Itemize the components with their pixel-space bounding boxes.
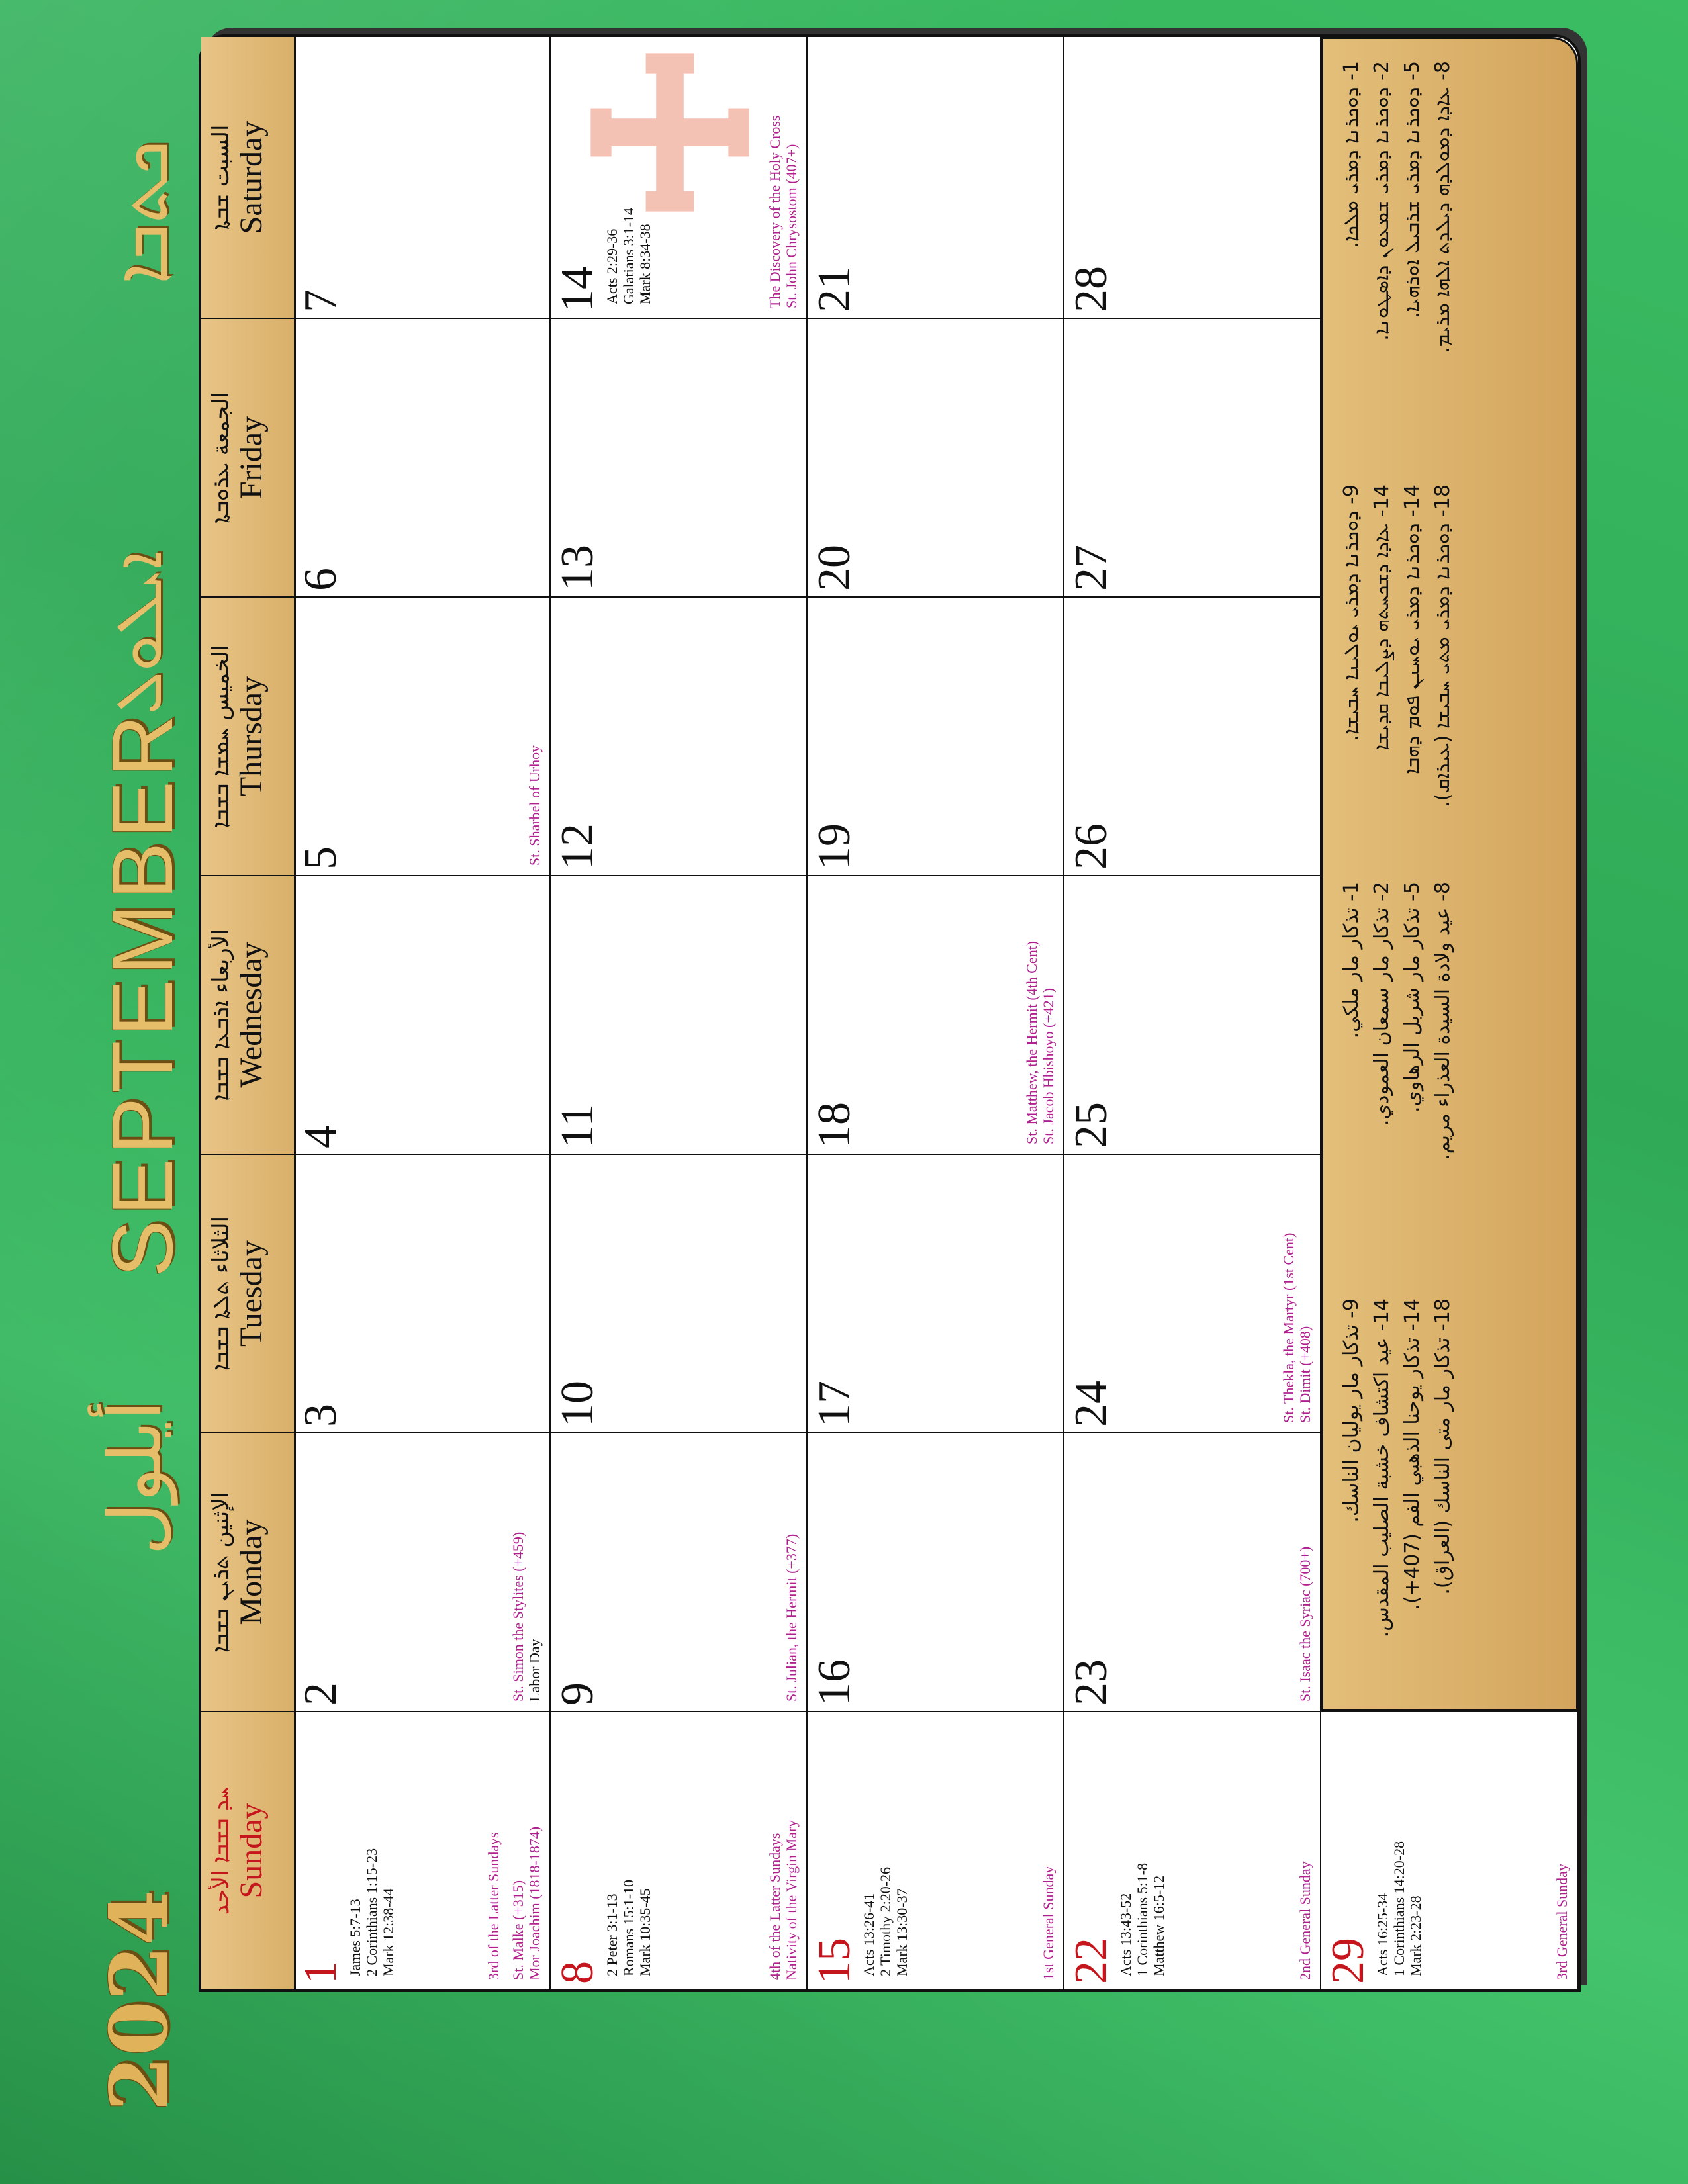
day-number: 20 — [809, 545, 860, 591]
holiday-line: Labor Day — [526, 1639, 543, 1702]
day-cell — [1064, 318, 1321, 596]
day-number: 4 — [295, 1125, 346, 1148]
weekday-english-label: Tuesday — [234, 1240, 269, 1347]
day-number: 15 — [809, 1938, 860, 1984]
feast-line: St. Jacob Hbishoyo (+421) — [1040, 987, 1056, 1144]
day-cell — [551, 318, 808, 596]
month-title: SEPTEMBER — [94, 711, 191, 1277]
note-line: 8- عيد ولادة السيدة العذراء مريم. — [1431, 882, 1454, 1160]
day-cell — [808, 596, 1064, 875]
day-number: 16 — [809, 1659, 860, 1706]
feast-line: St. Sharbel of Urhoy — [526, 745, 543, 866]
reading-line: 2 Corinthians 1:15-23 — [363, 1848, 380, 1976]
saint-line: Mor Joachim (1818-1874) — [526, 1826, 543, 1980]
note-line: 14- ܕܘܟܪܢܐ ܕܡܪܝ ܝܘܚܢܢ ܦܘܡ ܕܗܒܐ — [1401, 484, 1424, 774]
feast-notes — [767, 1820, 800, 1980]
feast-line: St. Simon the Stylites (+459) — [510, 1531, 526, 1702]
arabic-notes-left — [1336, 1298, 1458, 1696]
day-number: 3 — [295, 1404, 346, 1427]
weekday-english-label: Friday — [234, 416, 269, 500]
day-cell — [1064, 1432, 1321, 1711]
feast-line: The Discovery of the Holy Cross — [767, 115, 783, 308]
note-line: 2- ܕܘܟܪܢܐ ܕܡܪܝ ܫܡܥܘܢ ܕܐܣܛܘܢܐ. — [1370, 61, 1393, 341]
syriac-month-title: ܐܝܠܘܠ — [99, 551, 177, 715]
feast-notes — [1297, 1547, 1313, 1702]
weekday-english-label: Wednesday — [234, 942, 269, 1088]
note-line: 5- ܕܘܟܪܢܐ ܕܡܪܝ ܫܪܒܝܠ ܐܘܪܗܝܐ. — [1401, 61, 1424, 319]
syriac-notes-left — [1336, 484, 1458, 855]
weekday-friday — [201, 318, 294, 596]
reading-line: Acts 16:25-34 — [1374, 1893, 1391, 1976]
day-number: 29 — [1323, 1938, 1374, 1984]
reading-line: James 5:7-13 — [347, 1899, 363, 1976]
weekday-arabic-label: الثلاثاء ܬܠܬܐ ܒܫܒܐ — [208, 1216, 234, 1371]
note-line: 8- ܥܐܕܐ ܕܡܘܠܕܗ ܕܝܠܕܬ ܐܠܗܐ ܡܪܝܡ. — [1431, 61, 1454, 353]
feast-notes — [1040, 1866, 1056, 1980]
weekday-arabic-label: الإثنين ܬܪܝܢ ܒܫܒܐ — [208, 1491, 234, 1653]
day-number: 28 — [1066, 266, 1117, 312]
weekday-header-row — [201, 37, 296, 1989]
weekday-arabic-label: ܚܕ ܒܫܒܐ الأحد — [208, 1786, 234, 1915]
reading-line: Mark 10:35-45 — [637, 1888, 653, 1976]
feast-line: St. Matthew, the Hermit (4th Cent) — [1023, 940, 1040, 1144]
day-cell — [1321, 1711, 1578, 1989]
note-line: 1- تذكار مار ملكي. — [1340, 882, 1363, 1039]
note-line: 1- ܕܘܟܪܢܐ ܕܡܪܝ ܡܠܟܐ. — [1340, 61, 1363, 248]
feast-line: 2nd General Sunday — [1297, 1861, 1313, 1980]
day-cell — [551, 1432, 808, 1711]
day-number: 18 — [809, 1102, 860, 1148]
reading-line: Romans 15:1-10 — [620, 1879, 637, 1976]
scripture-readings — [861, 1867, 910, 1976]
feast-notes — [1280, 1233, 1313, 1423]
feast-line: 1st General Sunday — [1040, 1866, 1056, 1980]
weekday-tuesday — [201, 1154, 294, 1432]
day-cell — [808, 318, 1064, 596]
arabic-notes-right — [1336, 882, 1458, 1279]
day-number: 25 — [1066, 1102, 1117, 1148]
scripture-readings — [604, 208, 653, 304]
day-number: 10 — [552, 1381, 603, 1427]
day-cell — [294, 37, 551, 318]
feast-line: Nativity of the Virgin Mary — [783, 1819, 800, 1980]
feast-notes — [1554, 1864, 1570, 1980]
reading-line: Mark 2:23-28 — [1407, 1895, 1424, 1976]
day-number: 19 — [809, 823, 860, 870]
note-line: 18- تذكار مار متى الناسك (العراق). — [1431, 1298, 1454, 1595]
weekday-english-label: Thursday — [234, 676, 269, 797]
feast-notes — [1023, 941, 1056, 1144]
feast-line: 3rd General Sunday — [1554, 1864, 1570, 1980]
day-number: 8 — [552, 1961, 603, 1984]
day-cell — [1064, 1154, 1321, 1432]
day-number: 12 — [552, 823, 603, 870]
saint-line: St. Malke (+315) — [510, 1880, 526, 1980]
day-cell — [294, 1432, 551, 1711]
day-cell — [294, 596, 551, 875]
day-cell — [1064, 1711, 1321, 1989]
weekday-arabic-label: الجمعة ܥܪܘܒܬܐ — [208, 392, 234, 523]
reading-line: Matthew 16:5-12 — [1150, 1875, 1167, 1976]
reading-line: Mark 13:30-37 — [894, 1888, 910, 1976]
notes-panel — [1321, 37, 1578, 1711]
day-cell — [551, 1711, 808, 1989]
weekday-monday — [201, 1432, 294, 1711]
feast-notes — [510, 1532, 543, 1702]
day-cell — [808, 1154, 1064, 1432]
note-line: 14- ܥܐܕܐ ܕܫܟܚܬܗ ܕܨܠܝܒܐ ܩܕܝܫܐ — [1370, 484, 1393, 751]
reading-line: 2 Timothy 2:20-26 — [877, 1866, 894, 1976]
weekday-arabic-label: الخميس ܚܡܫܐ ܒܫܒܐ — [208, 645, 234, 828]
day-cell — [808, 1432, 1064, 1711]
feast-line: 4th of the Latter Sundays — [767, 1833, 783, 1980]
weekday-english-label: Sunday — [234, 1803, 269, 1899]
weekday-wednesday — [201, 875, 294, 1154]
feast-notes — [485, 1827, 543, 1980]
day-number: 17 — [809, 1381, 860, 1427]
day-number: 1 — [295, 1961, 346, 1984]
day-number: 11 — [552, 1103, 603, 1148]
cross-icon — [584, 46, 756, 218]
day-cell — [1064, 875, 1321, 1154]
scripture-readings — [1117, 1863, 1167, 1976]
feast-line: St. Julian, the Hermit (+377) — [783, 1533, 800, 1702]
weekday-arabic-label: الأربعاء ܐܪܒܥܐ ܒܫܒܐ — [208, 929, 234, 1101]
weekday-saturday — [201, 37, 294, 318]
year-title: 2024 — [93, 1890, 186, 2111]
arabic-month-title: أيلول — [93, 1400, 177, 1555]
day-cell — [1064, 37, 1321, 318]
day-number: 22 — [1066, 1938, 1117, 1984]
feast-line: St. Dimit (+408) — [1297, 1326, 1313, 1423]
reading-line: Mark 12:38-44 — [380, 1888, 397, 1976]
reading-line: Mark 8:34-38 — [637, 224, 653, 304]
day-cell — [294, 318, 551, 596]
weekday-thursday — [201, 596, 294, 875]
feast-line: St. Isaac the Syriac (700+) — [1297, 1546, 1313, 1702]
feast-notes — [1297, 1861, 1313, 1980]
note-line: 9- تذكار مار يوليان الناسك. — [1340, 1298, 1363, 1523]
note-line: 2- تذكار مار سمعان العمودي. — [1370, 882, 1393, 1126]
feast-gap — [502, 1827, 510, 1980]
reading-line: Galatians 3:1-14 — [620, 207, 637, 304]
day-number: 7 — [295, 289, 346, 312]
day-cell — [808, 37, 1064, 318]
feast-line: St. John Chrysostom (407+) — [783, 144, 800, 308]
day-number: 2 — [295, 1682, 346, 1706]
weekday-arabic-label: السبت ܫܒܬܐ — [208, 124, 234, 230]
feast-notes — [783, 1534, 800, 1702]
day-cell — [1064, 596, 1321, 875]
day-cell — [551, 875, 808, 1154]
day-cell — [294, 875, 551, 1154]
day-cell — [551, 1154, 808, 1432]
weekday-english-label: Monday — [234, 1519, 269, 1625]
day-number: 6 — [295, 568, 346, 591]
feast-notes — [767, 116, 800, 308]
day-number: 24 — [1066, 1381, 1117, 1427]
reading-line: Acts 13:26-41 — [861, 1893, 877, 1976]
syriac-calendar-title: ܟܬܒܐ — [99, 140, 184, 285]
syriac-notes-right — [1336, 61, 1458, 458]
day-cell — [551, 596, 808, 875]
day-number: 27 — [1066, 545, 1117, 591]
note-line: 14- تذكار يوحنا الذهبي الفم (407+). — [1401, 1298, 1424, 1610]
reading-line: 2 Peter 3:1-13 — [604, 1893, 620, 1976]
note-line: 5- تذكار مار شربل الرهاوي. — [1401, 882, 1424, 1113]
note-line: 9- ܕܘܟܪܢܐ ܕܡܪܝ ܝܘܠܝܢܐ ܚܒܝܫܐ. — [1340, 484, 1363, 741]
day-number: 14 — [552, 266, 603, 312]
day-cell — [294, 1154, 551, 1432]
day-number: 13 — [552, 545, 603, 591]
weekday-sunday — [201, 1711, 294, 1989]
day-cell — [551, 37, 808, 318]
reading-line: 1 Corinthians 5:1-8 — [1134, 1862, 1150, 1976]
scripture-readings — [1374, 1841, 1424, 1976]
weekday-english-label: Saturday — [234, 120, 269, 234]
note-line: 18- ܕܘܟܪܢܐ ܕܡܪܝ ܡܬܝ ܚܒܝܫܐ (ܥܝܪܐܩ). — [1431, 484, 1454, 807]
day-cell — [808, 875, 1064, 1154]
feast-line: St. Thekla, the Martyr (1st Cent) — [1280, 1232, 1297, 1423]
calendar-header — [86, 46, 191, 2138]
reading-line: Acts 2:29-36 — [604, 228, 620, 304]
day-number: 5 — [295, 846, 346, 870]
day-number: 21 — [809, 266, 860, 312]
day-number: 9 — [552, 1682, 603, 1706]
feast-line: 3rd of the Latter Sundays — [485, 1832, 502, 1980]
day-number: 23 — [1066, 1659, 1117, 1706]
scripture-readings — [604, 1880, 653, 1976]
note-line: 14- عيد اكتشاف خشبة الصليب المقدس. — [1370, 1298, 1393, 1638]
day-cell — [294, 1711, 551, 1989]
calendar-grid — [199, 34, 1581, 1992]
feast-notes — [526, 745, 543, 866]
day-number: 26 — [1066, 823, 1117, 870]
reading-line: 1 Corinthians 14:20-28 — [1391, 1841, 1407, 1976]
scripture-readings — [347, 1848, 397, 1976]
reading-line: Acts 13:43-52 — [1117, 1893, 1134, 1976]
day-cell — [808, 1711, 1064, 1989]
